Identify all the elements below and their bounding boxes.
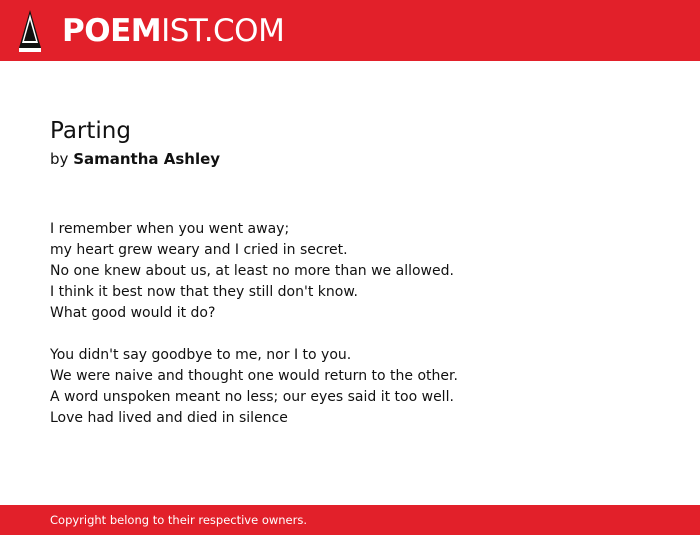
poem-line: I remember when you went away; bbox=[50, 221, 290, 237]
poem-title: Parting bbox=[50, 118, 131, 144]
poem-line: You didn't say goodbye to me, nor I to you. bbox=[50, 347, 352, 363]
poem-line: my heart grew weary and I cried in secret. bbox=[50, 242, 348, 258]
poem-byline bbox=[50, 149, 220, 169]
copyright-text: Copyright belong to their respective owners. bbox=[50, 513, 308, 527]
stanza-1 bbox=[50, 219, 650, 324]
poem-body bbox=[50, 219, 650, 450]
poem-line: What good would it do? bbox=[50, 305, 216, 321]
by-label: by bbox=[50, 150, 69, 168]
poem-author: Samantha Ashley bbox=[73, 150, 221, 168]
logo-bold-text: POEM bbox=[62, 13, 162, 49]
poem-line: No one knew about us, at least no more than we allowed. bbox=[50, 263, 454, 279]
logo-light-text: IST.COM bbox=[161, 13, 285, 49]
stanza-2 bbox=[50, 345, 650, 429]
site-footer bbox=[0, 505, 700, 535]
poem-line: I think it best now that they still don't know. bbox=[50, 284, 358, 300]
poem-line: A word unspoken meant no less; our eyes said it too well. bbox=[50, 389, 454, 405]
poem-line: We were naive and thought one would return to the other. bbox=[50, 368, 458, 384]
site-logo[interactable] bbox=[62, 13, 284, 49]
site-header bbox=[0, 0, 700, 61]
pencil-icon bbox=[18, 10, 42, 52]
poem-line: Love had lived and died in silence bbox=[50, 410, 288, 426]
